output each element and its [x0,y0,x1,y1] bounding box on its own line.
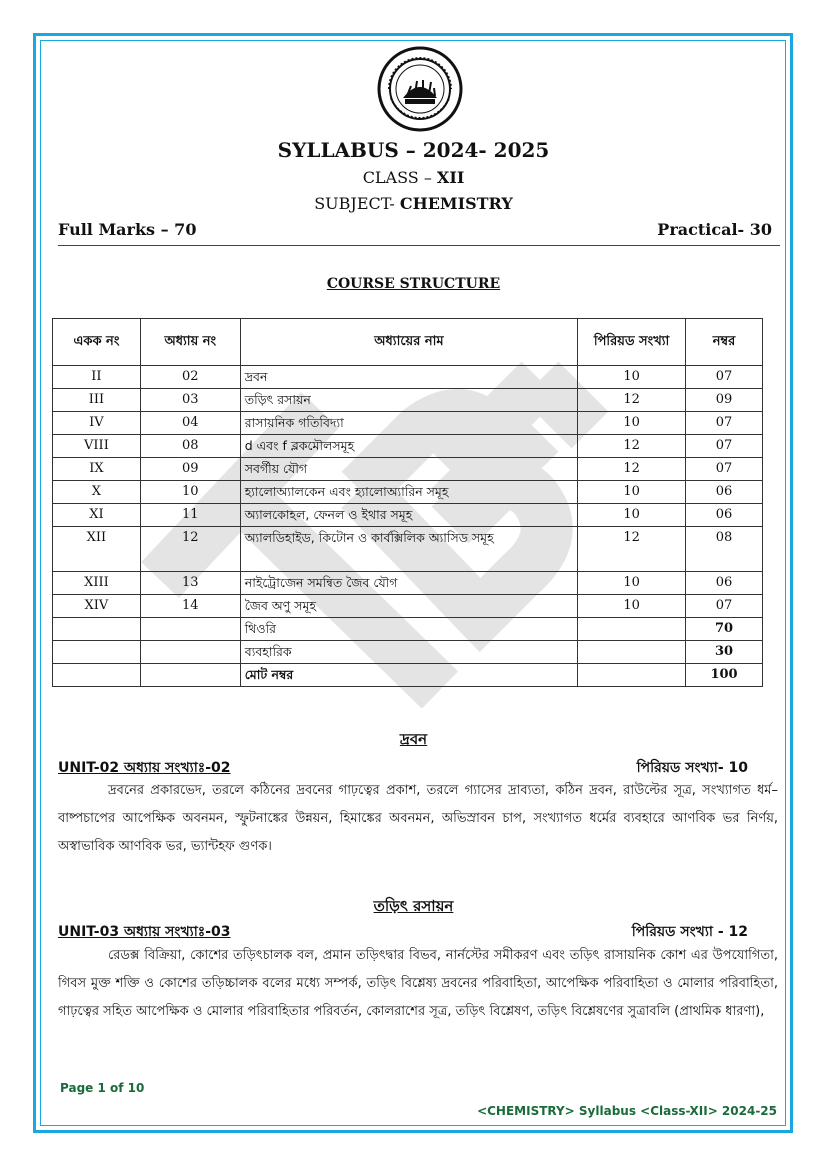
col-marks: নম্বর [686,319,763,366]
table-header-row [53,319,763,366]
unit-03-content: রেডক্স বিক্রিয়া, কোশের তড়িৎচালক বল, প্রমান তড়িৎদ্বার বিভব, নার্নস্টের সমীকরণ এবং তড়িৎ রাসায়নিক কোশ এর উপযোগিতা, গিবস মুক্ত শক্তি ও কোশের তড়িচ্চালক বলের মধ্যে সম্পর্ক, তড়িৎ বিশ্লেষ্য দ্রবনের পরিবাহিতা, আপেক্ষিক পরিবাহিতা ও মোলার পরিবাহিতা, গাঢ়ত্বের সহিত আপেক্ষিক ও মোলার পরিবাহিতার পরিবর্তন, কোলরাশের সূত্র, তড়িৎ বিশ্লেষণ, তড়িৎ বিশ্লেষণের সুত্রাবলি (প্রাথমিক ধারণা), [58,948,778,1019]
table-row: IV 04 রাসায়নিক গতিবিদ্যা 10 07 [53,412,763,435]
unit-02-periods: পিরিয়ড সংখ্যা- 10 [636,760,748,776]
board-logo [377,46,463,132]
table-row: XIII 13 নাইট্রোজেন সমন্বিত জৈব যৌগ 10 06 [53,572,763,595]
class-line: CLASS – XII [362,168,465,187]
table-row: XIV 14 জৈব অণু সমূহ 10 07 [53,595,763,618]
unit-02-label: UNIT-02 অধ্যায় সংখ্যাঃ-02 [58,760,231,776]
col-chapter: অধ্যায় নং [140,319,240,366]
table-row: XII 12 অ্যালডিহাইড, কিটোন ও কার্বক্সিলিক অ্যাসিড সমূহ 12 08 [53,527,763,572]
practical-row: ব্যবহারিক 30 [53,641,763,664]
table-row: VIII 08 d এবং f ব্লকমৌলসমূহ 12 07 [53,435,763,458]
course-structure-heading: COURSE STRUCTURE [326,276,501,292]
total-row: মোট নম্বর 100 [53,664,763,687]
table-row: II 02 দ্রবন 10 07 [53,366,763,389]
table-row: III 03 তড়িৎ রসায়ন 12 09 [53,389,763,412]
col-periods: পিরিয়ড সংখ্যা [578,319,686,366]
col-unit: একক নং [53,319,141,366]
table-row: XI 11 অ্যালকোহল, ফেনল ও ইথার সমূহ 10 06 [53,504,763,527]
full-marks: Full Marks – 70 [58,220,197,239]
section-title-electrochemistry: তড়িৎ রসায়ন [373,897,454,915]
page-number: Page 1 of 10 [60,1081,145,1095]
col-name: অধ্যায়ের নাম [240,319,577,366]
footer-label: <CHEMISTRY> Syllabus <Class-XII> 2024-25 [477,1104,777,1118]
practical-marks: Practical- 30 [657,220,772,239]
subject-line: SUBJECT- CHEMISTRY [314,194,513,213]
unit-03-periods: পিরিয়ড সংখ্যা - 12 [631,924,748,940]
theory-row: থিওরি 70 [53,618,763,641]
section-title-solutions: দ্রবন [399,730,428,748]
header-divider [58,245,780,246]
unit-03-label: UNIT-03 অধ্যায় সংখ্যাঃ-03 [58,924,231,940]
table-row: X 10 হ্যালোঅ্যালকেন এবং হ্যালোঅ্যারিন সমূহ 10 06 [53,481,763,504]
unit-02-content: দ্রবনের প্রকারভেদ, তরলে কঠিনের দ্রবনের গাঢ়ত্বের প্রকাশ, তরলে গ্যাসের দ্রাব্যতা, কঠিন দ্রবন, রাউল্টের সূত্র, সংখ্যাগত ধর্ম– বাষ্পচাপের আপেক্ষিক অবনমন, স্ফুটনাঙ্কের উন্নয়ন, হিমাঙ্কের অবনমন, অভিস্রাবন চাপ, সংখ্যাগত ধর্মের ব্যবহারে আণবিক ভর নির্ণয়, অস্বাভাবিক আণবিক ভর, ভ্যান্টহফ গুণক। [58,783,778,854]
syllabus-title: SYLLABUS – 2024- 2025 [277,138,550,162]
table-row: IX 09 সবর্গীয় যৌগ 12 07 [53,458,763,481]
course-structure-table [52,318,763,687]
